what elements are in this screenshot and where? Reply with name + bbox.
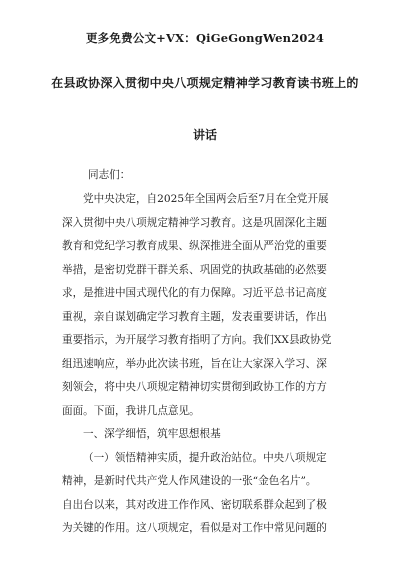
paragraph-line: （一）领悟精神实质，提升政治站位。中央八项规定: [83, 451, 327, 464]
paragraph-line: 为关键的作用。这八项规定，看似是对工作中常见问题的: [62, 522, 327, 534]
paragraph-line: 组迅速响应，举办此次读书班，旨在让大家深入学习、深: [62, 357, 327, 370]
paragraph-line: 求，是推进中国式现代化的有力保障。习近平总书记高度: [62, 287, 327, 299]
paragraph-line: 举措，是密切党群干群关系、巩固党的执政基础的必然要: [62, 263, 327, 276]
paragraph-line: 重视，亲自谋划确定学习教育主题，发表重要讲话，作出: [62, 310, 327, 323]
salutation: 同志们：: [88, 169, 131, 181]
paragraph-line: 刻领会，将中央八项规定精神切实贯彻到政协工作的方方: [62, 381, 327, 393]
header-watermark: 更多免费公文+VX：QiGeGongWen2024: [85, 31, 325, 45]
paragraph-line: 党中央决定，自2025年全国两会后至7月在全党开展: [83, 193, 329, 205]
paragraph-line: 面面。下面，我讲几点意见。: [62, 404, 200, 417]
body-content: [62, 188, 352, 541]
paragraph-line: 自出台以来，其对改进工作作风、密切联系群众起到了极: [62, 498, 327, 511]
paragraph-2: [62, 447, 352, 541]
paragraph-line: 深入贯彻中央八项规定精神学习教育。这是巩固深化主题: [62, 216, 327, 229]
document-subtitle: 讲话: [192, 128, 217, 142]
paragraph-line: 重要指示，为开展学习教育指明了方向。我们XX县政协党: [62, 334, 332, 346]
section-heading-1: [62, 423, 352, 447]
paragraph-line: 精神，是新时代共产党人作风建设的一张“金色名片”。: [62, 475, 317, 487]
document-title: 在县政协深入贯彻中央八项规定精神学习教育读书班上的: [51, 76, 359, 90]
paragraph-1: [62, 188, 352, 423]
paragraph-line: 教育和党纪学习教育成果、纵深推进全面从严治党的重要: [62, 240, 327, 252]
section-heading-text: 一、深学细悟，筑牢思想根基: [83, 428, 221, 440]
